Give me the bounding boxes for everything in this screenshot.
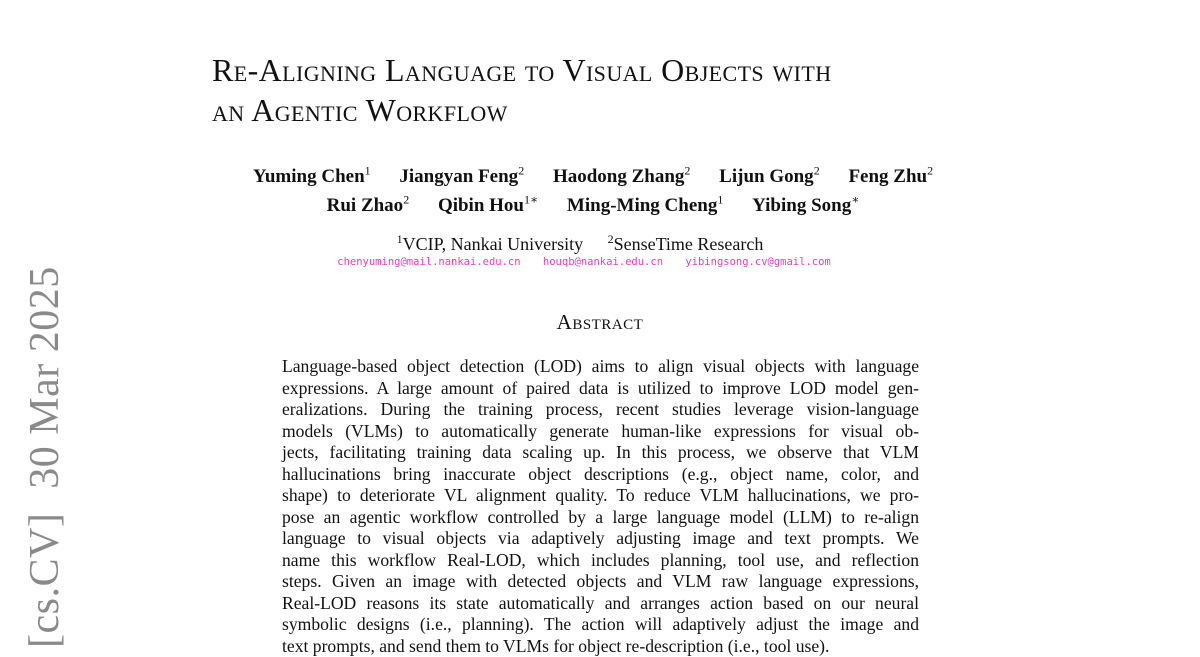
affiliations — [0, 228, 1160, 255]
email-link[interactable]: houqb@nankai.edu.cn — [543, 256, 663, 268]
affiliation: $^2$SenseTime Research — [608, 234, 764, 254]
author: Feng Zhu$^2$ — [848, 166, 933, 187]
abstract-line: hallucinations bring inaccurate object descriptions (e.g., object name, color, and — [282, 464, 919, 486]
abstract-line: steps. Given an image with detected objects and VLM raw language expressions, — [282, 571, 919, 593]
title-line-1: Re-Aligning Language to Visual Objects with — [212, 50, 1072, 90]
author: Lijun Gong$^2$ — [719, 166, 820, 187]
author: Qibin Hou$^{1∗}$ — [438, 195, 538, 216]
paper-title — [212, 50, 1072, 130]
abstract-line: Real-LOD reasons its state automatically and arranges action based on our neural — [282, 593, 919, 615]
abstract-heading: Abstract — [0, 310, 1200, 335]
abstract-line: text prompts, and send them to VLMs for object re-description (i.e., tool use). — [282, 636, 919, 657]
author: Haodong Zhang$^2$ — [553, 166, 690, 187]
abstract-line: language to visual objects via adaptively adjusting image and text prompts. We — [282, 528, 919, 550]
abstract-line: models (VLMs) to automatically generate human-like expressions for visual ob- — [282, 421, 919, 443]
author: Jiangyan Feng$^2$ — [399, 166, 524, 187]
abstract-line: expressions. A large amount of paired data is utilized to improve LOD model gen- — [282, 378, 919, 400]
abstract-line: name this workflow Real-LOD, which includes planning, tool use, and reflection — [282, 550, 919, 572]
abstract-line: pose an agentic workflow controlled by a large language model (LLM) to re-align — [282, 507, 919, 529]
author: Rui Zhao$^2$ — [327, 195, 410, 216]
abstract-line: Language-based object detection (LOD) aims to align visual objects with language — [282, 356, 919, 378]
author: Yibing Song∗ — [752, 195, 859, 216]
abstract-body — [282, 356, 919, 657]
author-list — [0, 160, 1186, 217]
email-link[interactable]: yibingsong.cv@gmail.com — [685, 256, 830, 268]
arxiv-date: 30 Mar 2025 — [22, 266, 68, 488]
email-link[interactable]: chenyuming@mail.nankai.edu.cn — [337, 256, 520, 268]
title-line-2: an Agentic Workflow — [212, 90, 1072, 130]
arxiv-category: [cs.CV] — [22, 513, 68, 648]
abstract-line: symbolic designs (i.e., planning). The action will adaptively adjust the image and — [282, 614, 919, 636]
email-list — [0, 256, 1168, 268]
abstract-line: eralizations. During the training process, recent studies leverage vision-language — [282, 399, 919, 421]
author: Ming-Ming Cheng$^1$ — [567, 195, 723, 216]
abstract-line: jects, facilitating training data scaling up. In this process, we observe that VLM — [282, 442, 919, 464]
abstract-line: shape) to deteriorate VL alignment quality. To reduce VLM hallucinations, we pro- — [282, 485, 919, 507]
author: Yuming Chen$^1$ — [253, 166, 371, 187]
affiliation: $^1$VCIP, Nankai University — [397, 234, 583, 254]
author-row-1 — [0, 160, 1186, 188]
author-row-2 — [0, 188, 1186, 216]
